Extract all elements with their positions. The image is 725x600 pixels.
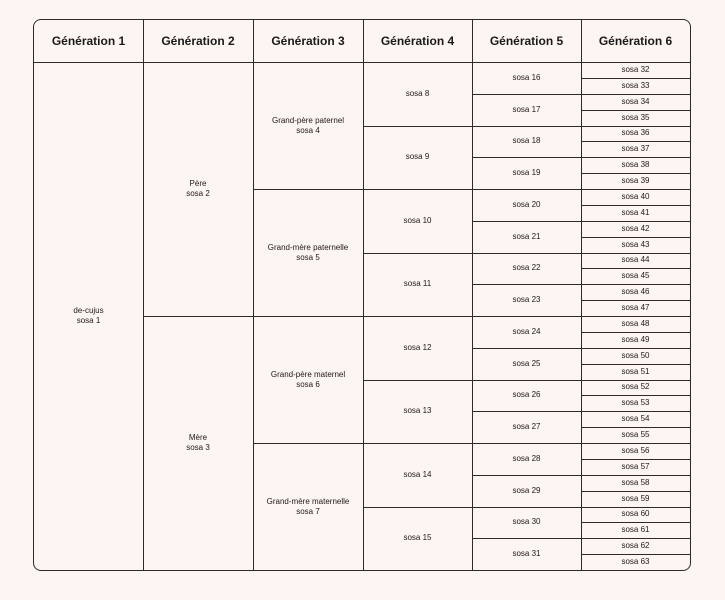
ancestor-cell	[363, 316, 472, 380]
row-divider	[363, 443, 472, 444]
row-divider	[472, 221, 581, 222]
header-label: Génération 1	[51, 34, 126, 48]
ancestor-sosa: sosa 47	[621, 303, 650, 313]
row-divider	[363, 380, 472, 381]
row-divider	[581, 459, 690, 460]
row-divider	[581, 332, 690, 333]
ancestor-cell	[143, 62, 253, 316]
row-divider	[581, 507, 690, 508]
ancestor-sosa: sosa 46	[621, 287, 650, 297]
ancestor-sosa: sosa 5	[296, 252, 320, 262]
ancestor-sosa: sosa 1	[76, 316, 101, 325]
ancestor-sosa: sosa 42	[621, 223, 650, 233]
ancestor-sosa: sosa 54	[621, 414, 650, 424]
ancestor-name: de-cujus	[73, 306, 104, 315]
ancestor-cell	[472, 380, 581, 412]
ancestor-sosa: sosa 15	[403, 533, 432, 543]
ancestor-sosa: sosa 25	[512, 358, 541, 368]
ancestor-sosa: sosa 56	[621, 445, 650, 455]
row-divider	[472, 316, 581, 317]
ancestor-sosa: sosa 48	[621, 318, 650, 328]
ancestor-cell	[472, 126, 581, 158]
ancestor-sosa: sosa 57	[621, 461, 650, 471]
ancestor-cell	[581, 427, 690, 443]
row-divider	[363, 126, 472, 127]
ancestor-cell	[472, 538, 581, 570]
row-divider	[472, 411, 581, 412]
ancestor-cell	[581, 554, 690, 570]
ancestor-sosa: sosa 52	[621, 382, 650, 392]
ancestor-sosa: sosa 26	[512, 390, 541, 400]
header-label: Génération 6	[598, 34, 673, 48]
row-divider	[472, 507, 581, 508]
row-divider	[581, 237, 690, 238]
row-divider	[581, 141, 690, 142]
ancestor-cell	[581, 364, 690, 380]
ancestor-cell	[363, 62, 472, 126]
ancestor-cell	[581, 300, 690, 316]
row-divider	[581, 268, 690, 269]
ancestor-cell	[581, 316, 690, 332]
ancestor-cell	[472, 284, 581, 316]
ancestor-cell	[472, 189, 581, 221]
row-divider	[472, 189, 581, 190]
row-divider	[581, 491, 690, 492]
header-generation-2	[143, 20, 253, 62]
ancestor-sosa: sosa 43	[621, 239, 650, 249]
ancestor-name: Grand-mère paternelle	[267, 242, 349, 252]
ancestor-sosa: sosa 30	[512, 517, 541, 527]
ancestor-cell	[472, 348, 581, 380]
row-divider	[363, 507, 472, 508]
ancestor-cell	[581, 475, 690, 491]
ancestor-sosa: sosa 38	[621, 160, 650, 170]
ancestor-cell	[34, 62, 143, 570]
header-generation-4	[363, 20, 472, 62]
ancestor-cell	[581, 78, 690, 94]
ancestor-sosa: sosa 7	[296, 506, 320, 516]
ancestor-cell	[581, 284, 690, 300]
header-label: Génération 3	[271, 34, 345, 48]
ancestor-sosa: sosa 10	[403, 215, 432, 225]
row-divider	[581, 348, 690, 349]
ancestor-cell	[472, 221, 581, 253]
ancestor-cell	[472, 411, 581, 443]
ancestor-cell	[581, 253, 690, 269]
ancestor-sosa: sosa 31	[512, 549, 541, 559]
row-divider	[581, 205, 690, 206]
row-divider	[472, 475, 581, 476]
ancestor-cell	[581, 411, 690, 427]
ancestor-cell	[581, 157, 690, 173]
header-generation-5	[472, 20, 581, 62]
ancestor-sosa: sosa 3	[186, 443, 210, 452]
row-divider	[581, 253, 690, 254]
row-divider	[581, 522, 690, 523]
row-divider	[253, 316, 363, 317]
header-generation-1	[34, 20, 143, 62]
ancestor-sosa: sosa 24	[512, 326, 541, 336]
ancestor-cell	[581, 141, 690, 157]
ancestor-cell	[581, 237, 690, 253]
ancestor-name: Père	[189, 179, 207, 188]
ancestor-cell	[581, 94, 690, 110]
ancestor-cell	[472, 94, 581, 126]
ancestor-sosa: sosa 60	[621, 509, 650, 519]
row-divider	[581, 110, 690, 111]
ancestor-sosa: sosa 21	[512, 231, 541, 241]
ancestor-sosa: sosa 39	[621, 176, 650, 186]
row-divider	[472, 157, 581, 158]
row-divider	[581, 300, 690, 301]
ancestor-sosa: sosa 62	[621, 541, 650, 551]
ancestor-sosa: sosa 55	[621, 430, 650, 440]
row-divider	[581, 380, 690, 381]
ancestor-cell	[253, 62, 363, 189]
ancestor-sosa: sosa 23	[512, 295, 541, 305]
ancestor-sosa: sosa 63	[621, 557, 650, 567]
ancestor-cell	[253, 316, 363, 443]
row-divider	[581, 173, 690, 174]
row-divider	[581, 411, 690, 412]
header-generation-3	[253, 20, 363, 62]
row-divider	[581, 284, 690, 285]
row-divider	[472, 443, 581, 444]
row-divider	[363, 316, 472, 317]
header-label: Génération 5	[489, 34, 564, 48]
ancestor-sosa: sosa 58	[621, 477, 650, 487]
ancestor-sosa: sosa 29	[512, 485, 541, 495]
ancestor-cell	[581, 126, 690, 142]
row-divider	[581, 94, 690, 95]
row-divider	[363, 253, 472, 254]
ancestor-sosa: sosa 37	[621, 144, 650, 154]
ancestor-sosa: sosa 14	[403, 469, 432, 479]
ancestor-cell	[253, 189, 363, 316]
row-divider	[472, 538, 581, 539]
row-divider	[581, 189, 690, 190]
ancestor-sosa: sosa 61	[621, 525, 650, 535]
ancestor-sosa: sosa 35	[621, 112, 650, 122]
ancestor-sosa: sosa 4	[296, 125, 320, 135]
ancestor-cell	[472, 475, 581, 507]
header-label: Génération 4	[380, 34, 455, 48]
ancestor-cell	[581, 110, 690, 126]
ancestor-sosa: sosa 18	[512, 136, 541, 146]
ancestor-cell	[581, 380, 690, 396]
row-divider	[253, 189, 363, 190]
row-divider	[472, 348, 581, 349]
ancestor-cell	[581, 189, 690, 205]
row-divider	[581, 157, 690, 158]
ancestor-sosa: sosa 32	[621, 64, 650, 74]
row-divider	[581, 126, 690, 127]
ancestor-cell	[472, 316, 581, 348]
row-divider	[363, 189, 472, 190]
ancestor-sosa: sosa 19	[512, 168, 541, 178]
row-divider	[472, 284, 581, 285]
ancestor-cell	[581, 459, 690, 475]
ancestor-cell	[363, 507, 472, 571]
ancestor-sosa: sosa 34	[621, 96, 650, 106]
ancestor-cell	[363, 443, 472, 507]
ancestor-sosa: sosa 44	[621, 255, 650, 265]
row-divider	[581, 364, 690, 365]
ancestor-sosa: sosa 59	[621, 493, 650, 503]
row-divider	[581, 443, 690, 444]
ancestor-sosa: sosa 33	[621, 80, 650, 90]
ancestor-sosa: sosa 50	[621, 350, 650, 360]
ancestor-sosa: sosa 36	[621, 128, 650, 138]
ancestor-sosa: sosa 51	[621, 366, 650, 376]
ancestor-cell	[363, 126, 472, 190]
row-divider	[581, 316, 690, 317]
ancestor-sosa: sosa 2	[186, 189, 210, 198]
ancestor-sosa: sosa 45	[621, 271, 650, 281]
ancestor-sosa: sosa 27	[512, 422, 541, 432]
ancestor-cell	[581, 522, 690, 538]
ancestor-cell	[581, 395, 690, 411]
header-label: Génération 2	[161, 34, 235, 48]
ancestor-cell	[143, 316, 253, 570]
ancestor-cell	[472, 443, 581, 475]
header-generation-6	[581, 20, 690, 62]
ancestor-sosa: sosa 13	[403, 406, 432, 416]
ancestor-name: Grand-mère maternelle	[266, 496, 350, 506]
ancestor-sosa: sosa 11	[403, 279, 432, 289]
row-divider	[472, 126, 581, 127]
ancestor-cell	[581, 348, 690, 364]
row-divider	[581, 554, 690, 555]
ancestor-cell	[363, 253, 472, 317]
ancestor-cell	[581, 268, 690, 284]
ancestor-cell	[472, 157, 581, 189]
ancestor-cell	[581, 538, 690, 554]
row-divider	[472, 380, 581, 381]
ancestor-cell	[253, 443, 363, 570]
ancestor-sosa: sosa 16	[512, 72, 541, 82]
row-divider	[143, 316, 253, 317]
ancestor-cell	[472, 253, 581, 285]
ancestor-sosa: sosa 41	[621, 207, 650, 217]
row-divider	[581, 221, 690, 222]
row-divider	[472, 253, 581, 254]
row-divider	[253, 443, 363, 444]
ancestor-cell	[581, 221, 690, 237]
ancestor-name: Grand-père paternel	[271, 115, 345, 125]
ancestor-sosa: sosa 17	[512, 104, 541, 114]
ancestor-sosa: sosa 12	[403, 342, 432, 352]
ancestor-cell	[581, 443, 690, 459]
ancestor-cell	[472, 62, 581, 94]
ancestor-cell	[363, 189, 472, 253]
ancestor-cell	[581, 332, 690, 348]
genealogy-table	[33, 19, 691, 571]
ancestor-name: Mère	[188, 433, 208, 442]
ancestor-cell	[581, 507, 690, 523]
ancestor-cell	[581, 491, 690, 507]
ancestor-sosa: sosa 22	[512, 263, 541, 273]
ancestor-sosa: sosa 40	[621, 191, 650, 201]
ancestor-sosa: sosa 49	[621, 334, 650, 344]
ancestor-cell	[581, 173, 690, 189]
row-divider	[581, 538, 690, 539]
row-divider	[581, 427, 690, 428]
ancestor-sosa: sosa 28	[512, 453, 541, 463]
row-divider	[581, 78, 690, 79]
row-divider	[581, 395, 690, 396]
row-divider	[472, 94, 581, 95]
ancestor-sosa: sosa 9	[405, 152, 430, 162]
ancestor-name: Grand-père maternel	[270, 369, 346, 379]
ancestor-cell	[363, 380, 472, 444]
ancestor-cell	[581, 62, 690, 78]
ancestor-cell	[581, 205, 690, 221]
row-divider	[581, 475, 690, 476]
ancestor-sosa: sosa 8	[405, 88, 430, 98]
ancestor-sosa: sosa 6	[296, 379, 320, 389]
ancestor-sosa: sosa 20	[512, 199, 541, 209]
ancestor-cell	[472, 507, 581, 539]
ancestor-sosa: sosa 53	[621, 398, 650, 408]
